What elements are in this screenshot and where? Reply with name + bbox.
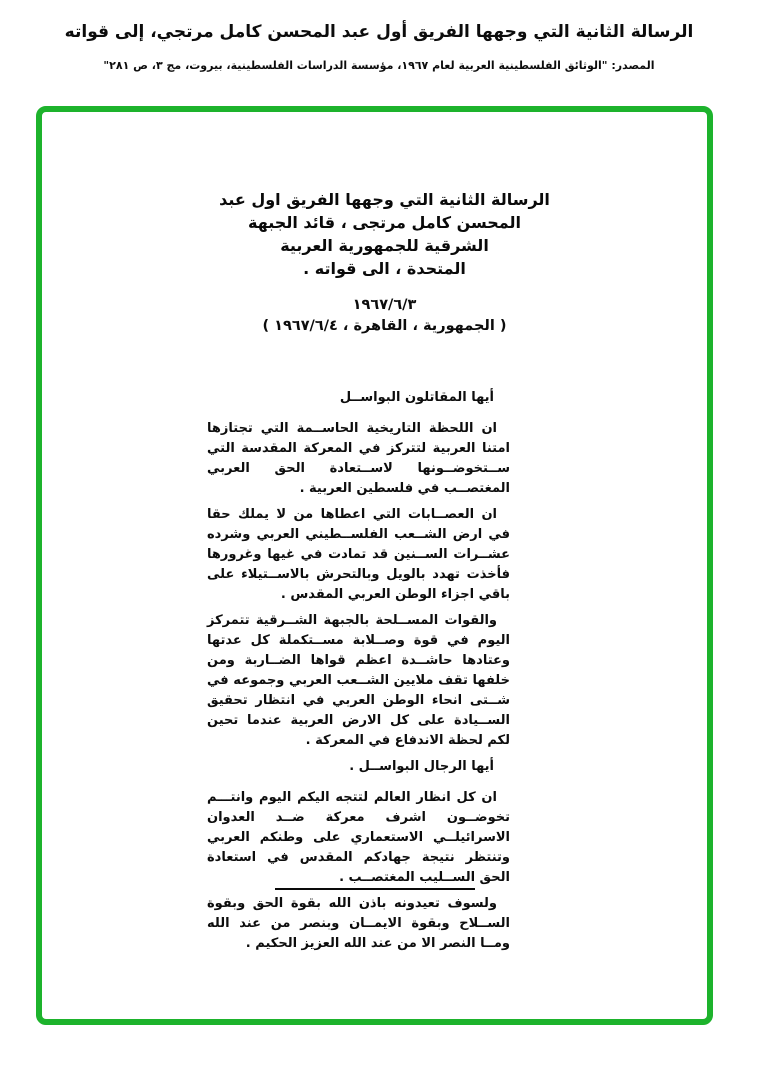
document-title-line: المحسن كامل مرتجى ، قائد الجبهة: [248, 213, 521, 232]
location-line: ( الجمهورية ، القاهرة ، ١٩٦٧/٦/٤ ): [262, 318, 507, 334]
date-line: ١٩٦٧/٦/٣: [352, 297, 417, 313]
document-dates: [62, 295, 707, 337]
page-caption: الرسالة الثانية التي وجهها الفريق أول عبد المحسن كامل مرتجي، إلى قواته: [64, 22, 694, 42]
section-heading: أيها الرجال البواســل .: [349, 759, 494, 774]
paragraph: ان العصــابات التي اعطاها من لا يملك حقا في ارض الشــعب الفلســطيني العربي وشرده عشــرات الســنين قد تمادت في غيها وغرورها فأخذت تهدد بالويل وبالتحرش بالاســتيلاء على باقي اجزاء الوطن العربي المقدس .: [207, 507, 510, 602]
document-title-line: الشرقية للجمهورية العربية: [280, 236, 489, 255]
document-body: [207, 388, 510, 960]
paragraph: ان اللحظة التاريخية الحاســمة التي تجتازها امتنا العربية لتتركز في المعركة المقدسة التي ســتخوضــونها لاســتعادة الحق العربي المغتصــب في فلسطين العربية .: [207, 421, 510, 496]
document-title: [62, 188, 707, 280]
paragraph: ان كل انظار العالم لتتجه اليكم اليوم وانتـــم تخوضــون اشرف معركة ضــد العدوان الاسرائيلــي الاستعماري على وطنكم العربي وتنتظر نتيجة جهادكم المقدس في استعادة الحق الســليب المغتصــب .: [207, 790, 510, 885]
paragraph: والقوات المســلحة بالجبهة الشــرقية تتمركز اليوم في قوة وصــلابة مســتكملة كل عدتها وعتادها حاشــدة اعظم قواها الضــاربة ومن خلفها تقف ملايين الشــعب العربي وجموعه في شــتى انحاء الوطن العربي في انتظار تحقيق الســيادة على كل الارض العربية عندما تحين لكم لحظة الاندفاع في المعركة .: [207, 613, 510, 748]
paragraph: ولسوف تعيدونه باذن الله بقوة الحق وبقوة الســلاح وبقوة الايمــان وبنصر من عند الله ومــا النصر الا من عند الله العزيز الحكيم .: [207, 896, 510, 951]
document-title-line: المتحدة ، الى قواته .: [303, 259, 466, 278]
section-heading: أيها المقاتلون البواســل: [339, 390, 494, 405]
document-title-line: الرسالة الثانية التي وجهها الفريق اول عبد: [219, 190, 550, 209]
footnote-separator-rule: [275, 888, 475, 890]
source-citation: المصدر: "الوثائق الفلسطينية العربية لعام ١٩٦٧، مؤسسة الدراسات الفلسطينية، بيروت، مج ٣، ص ٢٨١": [103, 59, 655, 72]
document-frame: [36, 106, 713, 1025]
